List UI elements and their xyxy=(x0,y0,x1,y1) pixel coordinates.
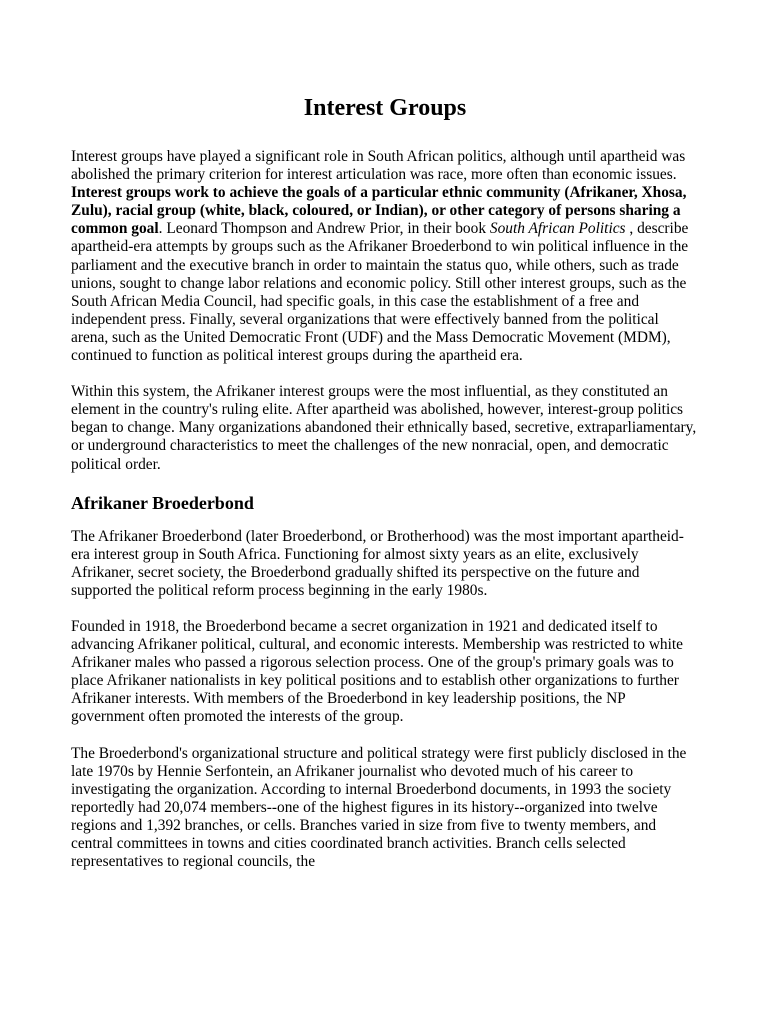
section-paragraph-1: The Afrikaner Broederbond (later Broederbond, or Brotherhood) was the most important apartheid-era interest group in South Africa. Functioning for almost sixty years as an elite, exclusively Afrikaner, secret society, the Broederbond gradually shifted its perspective on the future and supported the political reform process beginning in the early 1980s. xyxy=(71,527,684,599)
intro-bold-text: Interest groups work to achieve the goals of a particular ethnic community (Afrikaner, Xhosa, Zulu), racial group (white, black, coloured, or Indian), or other category of persons sharing a common goal xyxy=(71,184,687,238)
intro-text-a: Interest groups have played a significant role in South African politics, although until apartheid was abolished the primary criterion for interest articulation was race, more often than economic issues. xyxy=(71,148,686,184)
intro-paragraph-1 xyxy=(71,148,699,365)
book-title: South African Politics xyxy=(489,220,626,238)
section-paragraph-3: The Broederbond's organizational structure and political strategy were first publicly disclosed in the late 1970s by Hennie Serfontein, an Afrikaner journalist who devoted much of his career to investigating the organization. According to internal Broederbond documents, in 1993 the society reportedly had 20,074 members--one of the highest figures in its history--organized into twelve regions and 1,392 branches, or cells. Branches varied in size from five to twenty members, and central committees in towns and cities coordinated branch activities. Branch cells selected representatives to regional councils, the xyxy=(71,744,687,871)
section-paragraph-2: Founded in 1918, the Broederbond became a secret organization in 1921 and dedicated itself to advancing Afrikaner political, cultural, and economic interests. Membership was restricted to white Afrikaner males who passed a rigorous selection process. One of the group's primary goals was to place Afrikaner nationalists in key political positions and to establish other organizations to further Afrikaner interests. With members of the Broederbond in key leadership positions, the NP government often promoted the interests of the group. xyxy=(71,617,684,726)
intro-paragraph-2: Within this system, the Afrikaner interest groups were the most influential, as they constituted an element in the country's ruling elite. After apartheid was abolished, however, interest-group politics began to change. Many organizations abandoned their ethnically based, secretive, extraparliamentary, or underground characteristics to meet the challenges of the new nonracial, open, and democratic political order. xyxy=(71,383,697,473)
document-page xyxy=(71,94,699,889)
intro-text-b: . Leonard Thompson and Andrew Prior, in their book xyxy=(158,220,490,238)
section-heading: Afrikaner Broederbond xyxy=(71,492,254,513)
intro-text-c: , describe apartheid-era attempts by groups such as the Afrikaner Broederbond to win political influence in the parliament and the executive branch in order to maintain the status quo, while others, such as trade unions, sought to change labor relations and economic policy. Still other interest groups, such as the South African Media Council, had specific goals, in this case the establishment of a free and independent press. Finally, several organizations that were effectively banned from the political arena, such as the United Democratic Front (UDF) and the Mass Democratic Movement (MDM), continued to function as political interest groups during the apartheid era. xyxy=(71,220,689,365)
page-title: Interest Groups xyxy=(303,95,467,121)
